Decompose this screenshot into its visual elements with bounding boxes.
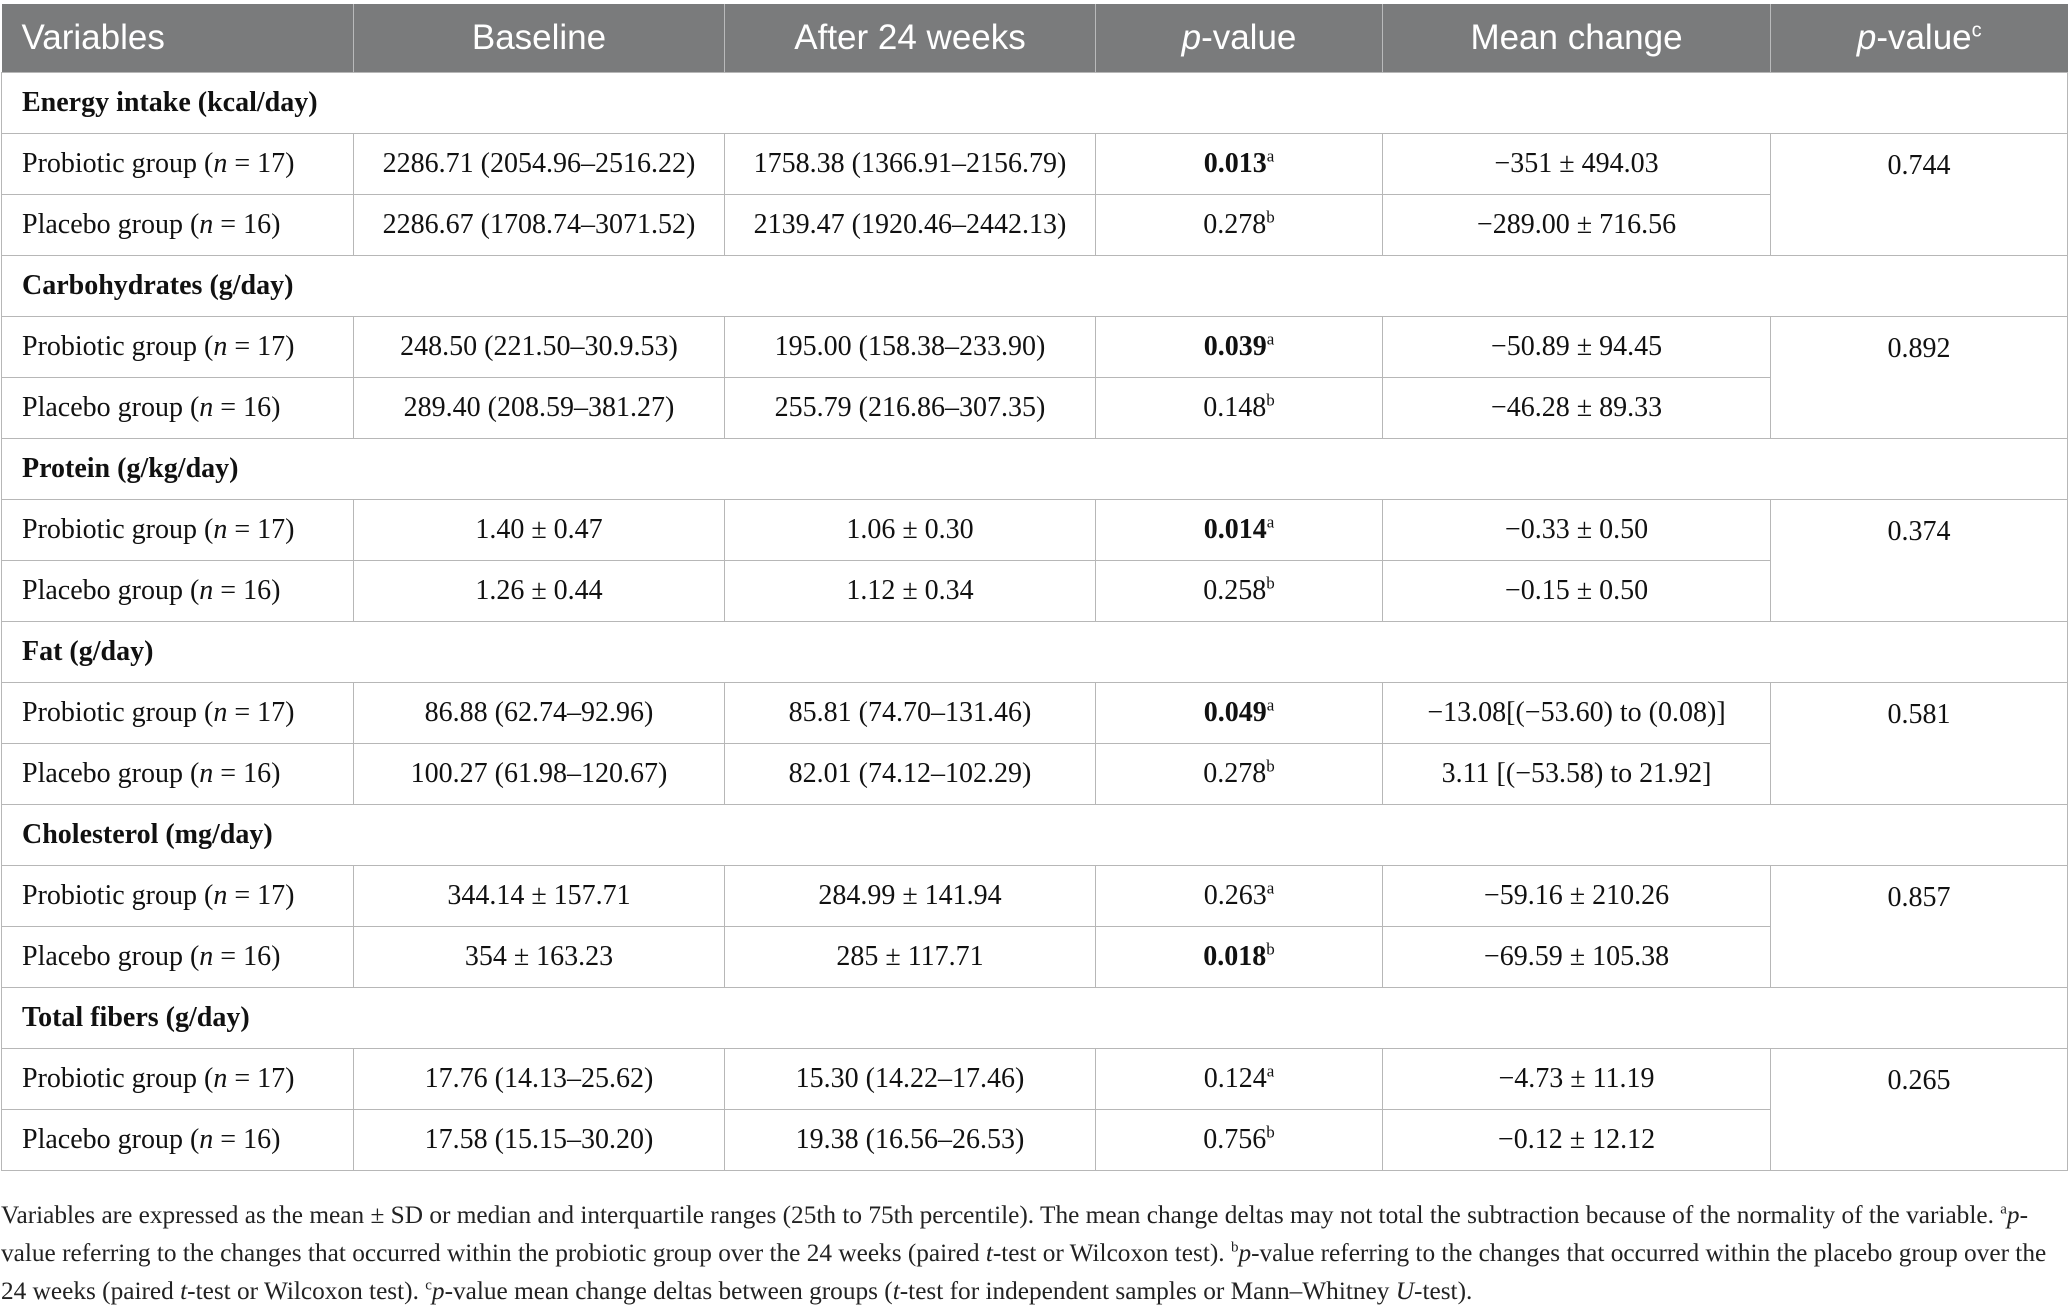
pvalue-cell: [1096, 927, 1383, 988]
group-count: = 17): [227, 148, 295, 179]
pvalue-sup: b: [1266, 939, 1275, 959]
section-row: [2, 256, 2068, 317]
section-title: Energy intake (kcal/day): [2, 73, 2068, 134]
group-count: = 17): [227, 697, 295, 728]
table-row: [2, 1110, 2068, 1171]
group-name: Placebo group (: [22, 941, 200, 972]
baseline-cell: 2286.71 (2054.96–2516.22): [354, 134, 725, 195]
pvalue-between-cell: 0.581: [1771, 683, 2068, 805]
header-mean-change: Mean change: [1383, 4, 1771, 73]
pvalue-number: 0.148: [1203, 392, 1267, 423]
group-label: [2, 195, 354, 256]
footnote-c-u: U: [1395, 1277, 1415, 1305]
section-row: [2, 439, 2068, 500]
pvalue-number: 0.124: [1203, 1063, 1267, 1094]
footnote-c-text2: -test for independent samples or Mann–Whitney: [899, 1277, 1396, 1305]
header-pvalue: [1096, 4, 1383, 73]
footnote-b-t: t: [180, 1277, 188, 1305]
after-cell: 285 ± 117.71: [725, 927, 1096, 988]
group-label: [2, 378, 354, 439]
group-count: = 16): [213, 209, 281, 240]
pvalue-number: 0.049: [1203, 697, 1267, 728]
after-cell: 1758.38 (1366.91–2156.79): [725, 134, 1096, 195]
group-name: Probiotic group (: [22, 331, 214, 362]
pvalue-cell: [1096, 195, 1383, 256]
pvalue-sup: b: [1266, 207, 1275, 227]
pvalue-sup: a: [1266, 146, 1275, 166]
after-cell: 1.12 ± 0.34: [725, 561, 1096, 622]
group-label: [2, 500, 354, 561]
mean-change-cell: −69.59 ± 105.38: [1383, 927, 1771, 988]
table-row: [2, 134, 2068, 195]
pvalue-cell: [1096, 500, 1383, 561]
section-title: Protein (g/kg/day): [2, 439, 2068, 500]
pvalue-sup: b: [1266, 390, 1275, 410]
group-name: Placebo group (: [22, 392, 200, 423]
pvalue-cell: [1096, 561, 1383, 622]
pvalue-between-cell: 0.892: [1771, 317, 2068, 439]
table-row: [2, 927, 2068, 988]
pvalue-sup: b: [1266, 1122, 1275, 1142]
mean-change-cell: −351 ± 494.03: [1383, 134, 1771, 195]
pvalue-sup: a: [1266, 512, 1275, 532]
pvalue-between-cell: 0.265: [1771, 1049, 2068, 1171]
mean-change-cell: 3.11 [(−53.58) to 21.92]: [1383, 744, 1771, 805]
mean-change-cell: −0.12 ± 12.12: [1383, 1110, 1771, 1171]
mean-change-cell: −59.16 ± 210.26: [1383, 866, 1771, 927]
baseline-cell: 17.76 (14.13–25.62): [354, 1049, 725, 1110]
group-label: [2, 561, 354, 622]
footnote-a-text1: -value referring to the changes that occurred within the probiotic group over the 24 weeks (paired: [1, 1201, 2028, 1267]
footnote-b-p: p: [1238, 1239, 1252, 1267]
group-label: [2, 1049, 354, 1110]
mean-change-cell: −0.15 ± 0.50: [1383, 561, 1771, 622]
pvalue-sup: b: [1266, 573, 1275, 593]
group-count: = 17): [227, 1063, 295, 1094]
table-row: [2, 683, 2068, 744]
pvalue-sup: a: [1266, 1061, 1275, 1081]
after-cell: 2139.47 (1920.46–2442.13): [725, 195, 1096, 256]
pvalue-cell: [1096, 378, 1383, 439]
group-name: Probiotic group (: [22, 1063, 214, 1094]
footnote-c-t: t: [892, 1277, 900, 1305]
baseline-cell: 248.50 (221.50–30.9.53): [354, 317, 725, 378]
pvalue-cell: [1096, 1110, 1383, 1171]
pvalue-cell: [1096, 134, 1383, 195]
pvalue-between-cell: 0.857: [1771, 866, 2068, 988]
group-name: Placebo group (: [22, 209, 200, 240]
pvalue-cell: [1096, 744, 1383, 805]
header-pvalue-c-rest: -value: [1876, 18, 1972, 57]
header-pvalue-rest: -value: [1201, 18, 1297, 57]
group-label: [2, 317, 354, 378]
table-header: [2, 4, 2068, 73]
mean-change-cell: −4.73 ± 11.19: [1383, 1049, 1771, 1110]
footnote-b-text2: -test or Wilcoxon test).: [187, 1277, 426, 1305]
table-footnote: [1, 1196, 2063, 1310]
group-n: n: [199, 1124, 214, 1155]
header-baseline: Baseline: [354, 4, 725, 73]
after-cell: 82.01 (74.12–102.29): [725, 744, 1096, 805]
group-n: n: [213, 1063, 228, 1094]
pvalue-sup: b: [1266, 756, 1275, 776]
table-body: [2, 73, 2068, 1171]
group-name: Probiotic group (: [22, 880, 214, 911]
pvalue-cell: [1096, 683, 1383, 744]
header-pvalue-p: p: [1181, 18, 1202, 57]
baseline-cell: 1.26 ± 0.44: [354, 561, 725, 622]
footnote-a-p: p: [2006, 1201, 2020, 1229]
group-count: = 16): [213, 1124, 281, 1155]
group-count: = 16): [213, 575, 281, 606]
section-title: Fat (g/day): [2, 622, 2068, 683]
pvalue-sup: a: [1266, 695, 1275, 715]
footnote-a-sup: a: [2000, 1201, 2007, 1218]
table-row: [2, 744, 2068, 805]
group-name: Probiotic group (: [22, 148, 214, 179]
footnote-b-sup: b: [1230, 1239, 1239, 1256]
footnote-c-p: p: [431, 1277, 445, 1305]
pvalue-number: 0.018: [1203, 941, 1267, 972]
group-n: n: [213, 331, 228, 362]
table-row: [2, 317, 2068, 378]
group-n: n: [199, 941, 214, 972]
mean-change-cell: −13.08[(−53.60) to (0.08)]: [1383, 683, 1771, 744]
footnote-c-text1: -value mean change deltas between groups (: [444, 1277, 893, 1305]
mean-change-cell: −50.89 ± 94.45: [1383, 317, 1771, 378]
group-n: n: [213, 880, 228, 911]
pvalue-sup: a: [1266, 878, 1275, 898]
after-cell: 19.38 (16.56–26.53): [725, 1110, 1096, 1171]
pvalue-number: 0.258: [1203, 575, 1267, 606]
mean-change-cell: −0.33 ± 0.50: [1383, 500, 1771, 561]
baseline-cell: 289.40 (208.59–381.27): [354, 378, 725, 439]
section-title: Carbohydrates (g/day): [2, 256, 2068, 317]
pvalue-number: 0.013: [1203, 148, 1267, 179]
baseline-cell: 100.27 (61.98–120.67): [354, 744, 725, 805]
group-label: [2, 744, 354, 805]
baseline-cell: 344.14 ± 157.71: [354, 866, 725, 927]
mean-change-cell: −289.00 ± 716.56: [1383, 195, 1771, 256]
baseline-cell: 86.88 (62.74–92.96): [354, 683, 725, 744]
footnote-c-text3: -test).: [1414, 1277, 1473, 1305]
header-after: After 24 weeks: [725, 4, 1096, 73]
after-cell: 1.06 ± 0.30: [725, 500, 1096, 561]
group-name: Placebo group (: [22, 758, 200, 789]
after-cell: 15.30 (14.22–17.46): [725, 1049, 1096, 1110]
group-label: [2, 866, 354, 927]
baseline-cell: 2286.67 (1708.74–3071.52): [354, 195, 725, 256]
group-name: Probiotic group (: [22, 514, 214, 545]
pvalue-cell: [1096, 317, 1383, 378]
section-row: [2, 622, 2068, 683]
group-count: = 16): [213, 758, 281, 789]
group-n: n: [199, 758, 214, 789]
table-row: [2, 561, 2068, 622]
after-cell: 255.79 (216.86–307.35): [725, 378, 1096, 439]
mean-change-cell: −46.28 ± 89.33: [1383, 378, 1771, 439]
group-name: Placebo group (: [22, 575, 200, 606]
after-cell: 85.81 (74.70–131.46): [725, 683, 1096, 744]
pvalue-number: 0.263: [1203, 880, 1267, 911]
table-row: [2, 1049, 2068, 1110]
pvalue-number: 0.039: [1203, 331, 1267, 362]
group-label: [2, 683, 354, 744]
group-n: n: [199, 209, 214, 240]
baseline-cell: 354 ± 163.23: [354, 927, 725, 988]
pvalue-sup: a: [1266, 329, 1275, 349]
pvalue-number: 0.756: [1203, 1124, 1267, 1155]
pvalue-between-cell: 0.374: [1771, 500, 2068, 622]
pvalue-number: 0.278: [1203, 209, 1267, 240]
pvalue-number: 0.278: [1203, 758, 1267, 789]
pvalue-cell: [1096, 1049, 1383, 1110]
after-cell: 195.00 (158.38–233.90): [725, 317, 1096, 378]
footnote-text: Variables are expressed as the mean ± SD or median and interquartile ranges (25th to 75th percentile). The mean change deltas may not total the subtraction because of the normality of the variable.: [1, 1201, 2001, 1229]
nutrition-table: [1, 4, 2068, 1171]
section-row: [2, 988, 2068, 1049]
table-row: [2, 500, 2068, 561]
header-pvalue-between: [1771, 4, 2068, 73]
group-n: n: [213, 514, 228, 545]
group-count: = 16): [213, 941, 281, 972]
section-title: Total fibers (g/day): [2, 988, 2068, 1049]
group-n: n: [199, 575, 214, 606]
header-pvalue-c-p: p: [1856, 18, 1877, 57]
table-row: [2, 866, 2068, 927]
group-label: [2, 927, 354, 988]
group-label: [2, 1110, 354, 1171]
pvalue-between-cell: 0.744: [1771, 134, 2068, 256]
baseline-cell: 1.40 ± 0.47: [354, 500, 725, 561]
table-row: [2, 195, 2068, 256]
group-count: = 17): [227, 331, 295, 362]
header-variables: Variables: [2, 4, 354, 73]
footnote-a-t: t: [985, 1239, 993, 1267]
footnote-c-sup: c: [425, 1277, 432, 1294]
section-row: [2, 73, 2068, 134]
footnote-b-text1: -value referring to the changes that occurred within the placebo group over the 24 weeks (paired: [1, 1239, 2047, 1305]
group-n: n: [213, 148, 228, 179]
table-row: [2, 378, 2068, 439]
group-name: Probiotic group (: [22, 697, 214, 728]
pvalue-number: 0.014: [1203, 514, 1267, 545]
group-count: = 17): [227, 880, 295, 911]
section-title: Cholesterol (mg/day): [2, 805, 2068, 866]
baseline-cell: 17.58 (15.15–30.20): [354, 1110, 725, 1171]
pvalue-cell: [1096, 866, 1383, 927]
group-name: Placebo group (: [22, 1124, 200, 1155]
after-cell: 284.99 ± 141.94: [725, 866, 1096, 927]
section-row: [2, 805, 2068, 866]
group-label: [2, 134, 354, 195]
group-n: n: [213, 697, 228, 728]
group-count: = 17): [227, 514, 295, 545]
footnote-a-text2: -test or Wilcoxon test).: [992, 1239, 1231, 1267]
group-n: n: [199, 392, 214, 423]
group-count: = 16): [213, 392, 281, 423]
header-pvalue-c-sup: c: [1971, 19, 1982, 42]
header-row: [2, 4, 2068, 73]
